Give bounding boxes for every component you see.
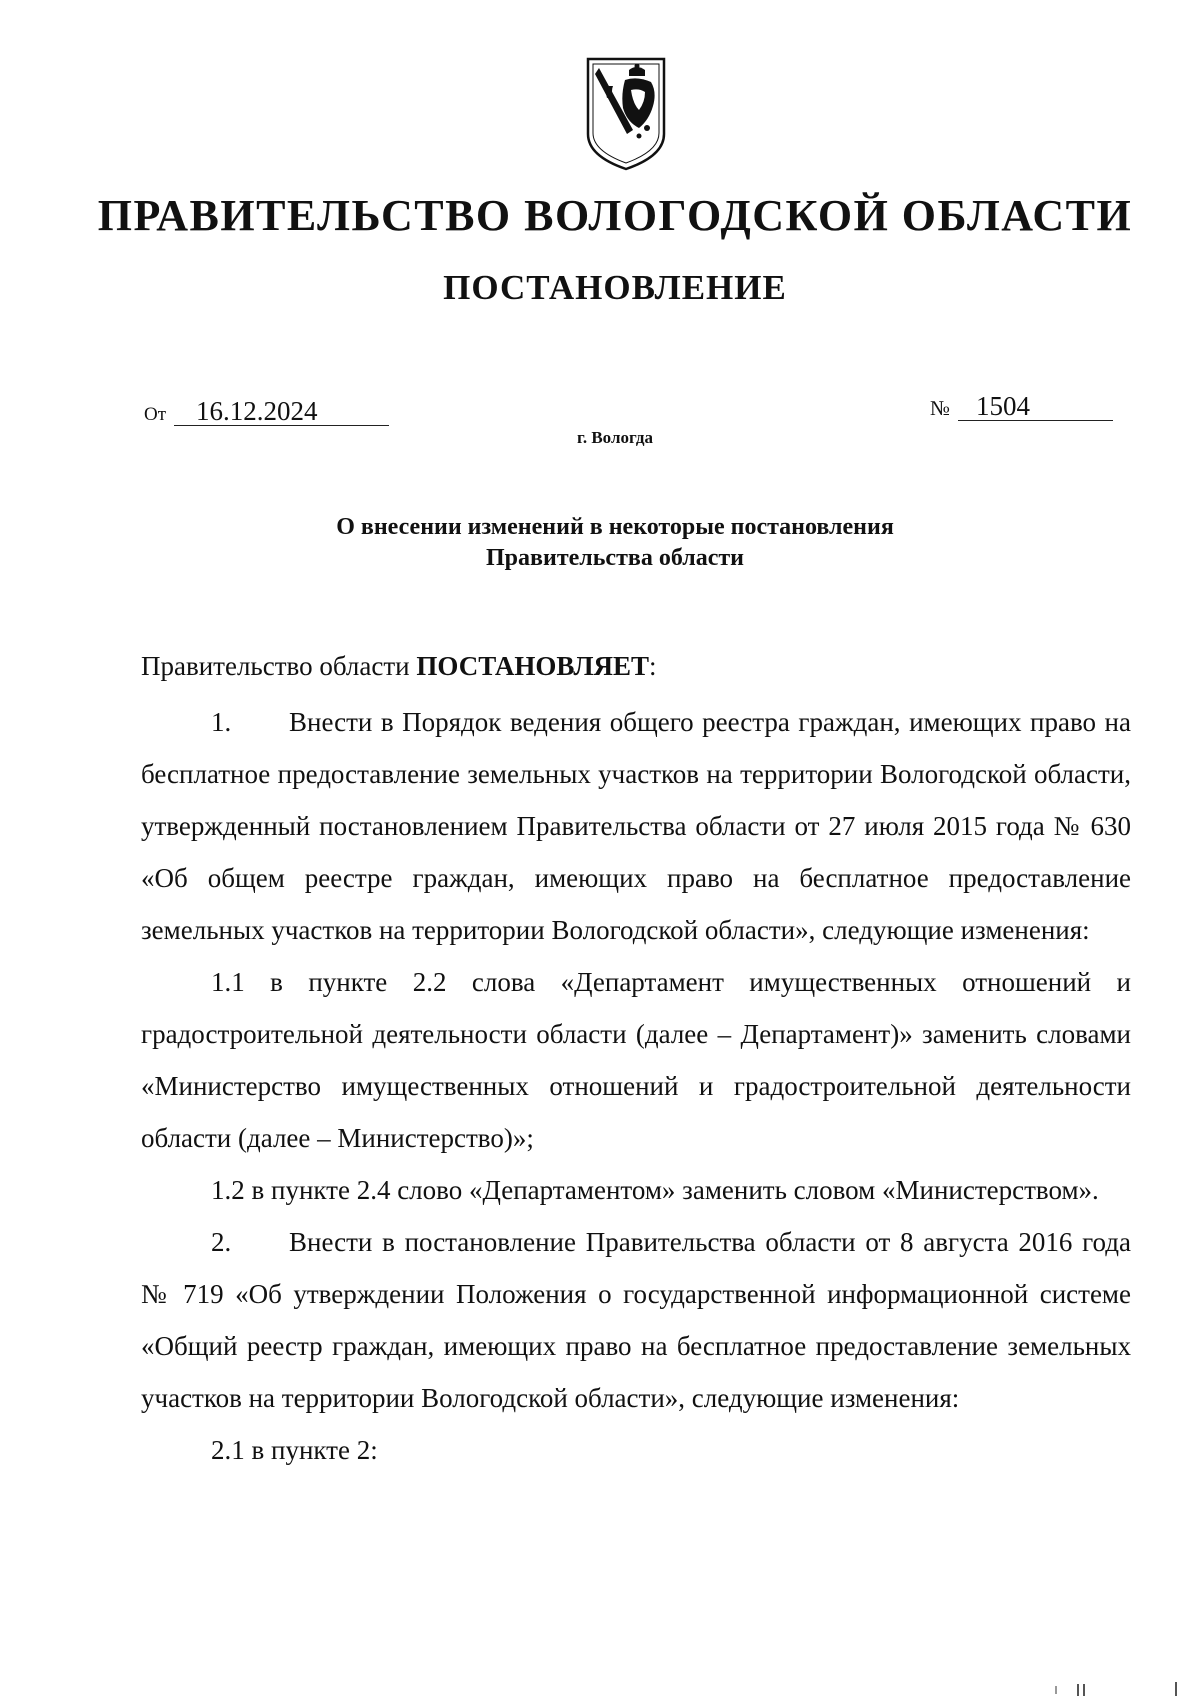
preamble-text: Правительство области <box>141 651 417 681</box>
document-type: ПОСТАНОВЛЕНИЕ <box>443 268 787 307</box>
number-prefix: № <box>930 396 951 420</box>
item-1-number: 1. <box>211 707 232 737</box>
document-subject <box>0 512 1200 574</box>
scan-edge-marks <box>1055 1680 1185 1697</box>
item-1-1: 1.1 в пункте 2.2 слова «Департамент имущественных отношений и градостроительной деятельности области (далее – Департамент)» заменить словами «Министерство имущественных отношений и градостроительной деятельности области (далее – Министерство)»; <box>141 967 1131 1153</box>
document-date: 16.12.2024 <box>174 397 389 426</box>
city-label: г. Вологда <box>577 428 653 447</box>
government-title: ПРАВИТЕЛЬСТВО ВОЛОГОДСКОЙ ОБЛАСТИ <box>97 191 1133 240</box>
item-1-text: Внести в Порядок ведения общего реестра граждан, имеющих право на бесплатное предоставление земельных участков на территории Вологодской области, утвержденный постановлением Правительства области от 27 июля 2015 года № 630 «Об общем реестре граждан, имеющих право на бесплатное предоставление земельных участков на территории Вологодской области», следующие изменения: <box>141 707 1131 945</box>
item-2-number: 2. <box>211 1227 232 1257</box>
preamble-bold: ПОСТАНОВЛЯЕТ <box>416 651 649 681</box>
document-number: 1504 <box>958 392 1113 421</box>
item-2-text: Внести в постановление Правительства области от 8 августа 2016 года № 719 «Об утверждении Положения о государственной информационной системе «Общий реестр граждан, имеющих право на бесплатное предоставление земельных участков на территории Вологодской области», следующие изменения: <box>141 1227 1131 1413</box>
item-2-1: 2.1 в пункте 2: <box>211 1435 378 1465</box>
preamble <box>141 640 1131 692</box>
document-body <box>141 640 1131 1476</box>
coat-of-arms-emblem <box>585 56 667 172</box>
number-field <box>930 392 1113 421</box>
preamble-colon: : <box>648 651 657 681</box>
date-prefix: От <box>144 404 167 425</box>
item-1 <box>141 696 1131 956</box>
item-2 <box>141 1216 1131 1424</box>
subject-line-1: О внесении изменений в некоторые постановления <box>336 514 894 540</box>
date-field <box>144 397 389 426</box>
subject-line-2: Правительства области <box>486 545 744 571</box>
item-1-2: 1.2 в пункте 2.4 слово «Департаментом» заменить словом «Министерством». <box>211 1175 1099 1205</box>
